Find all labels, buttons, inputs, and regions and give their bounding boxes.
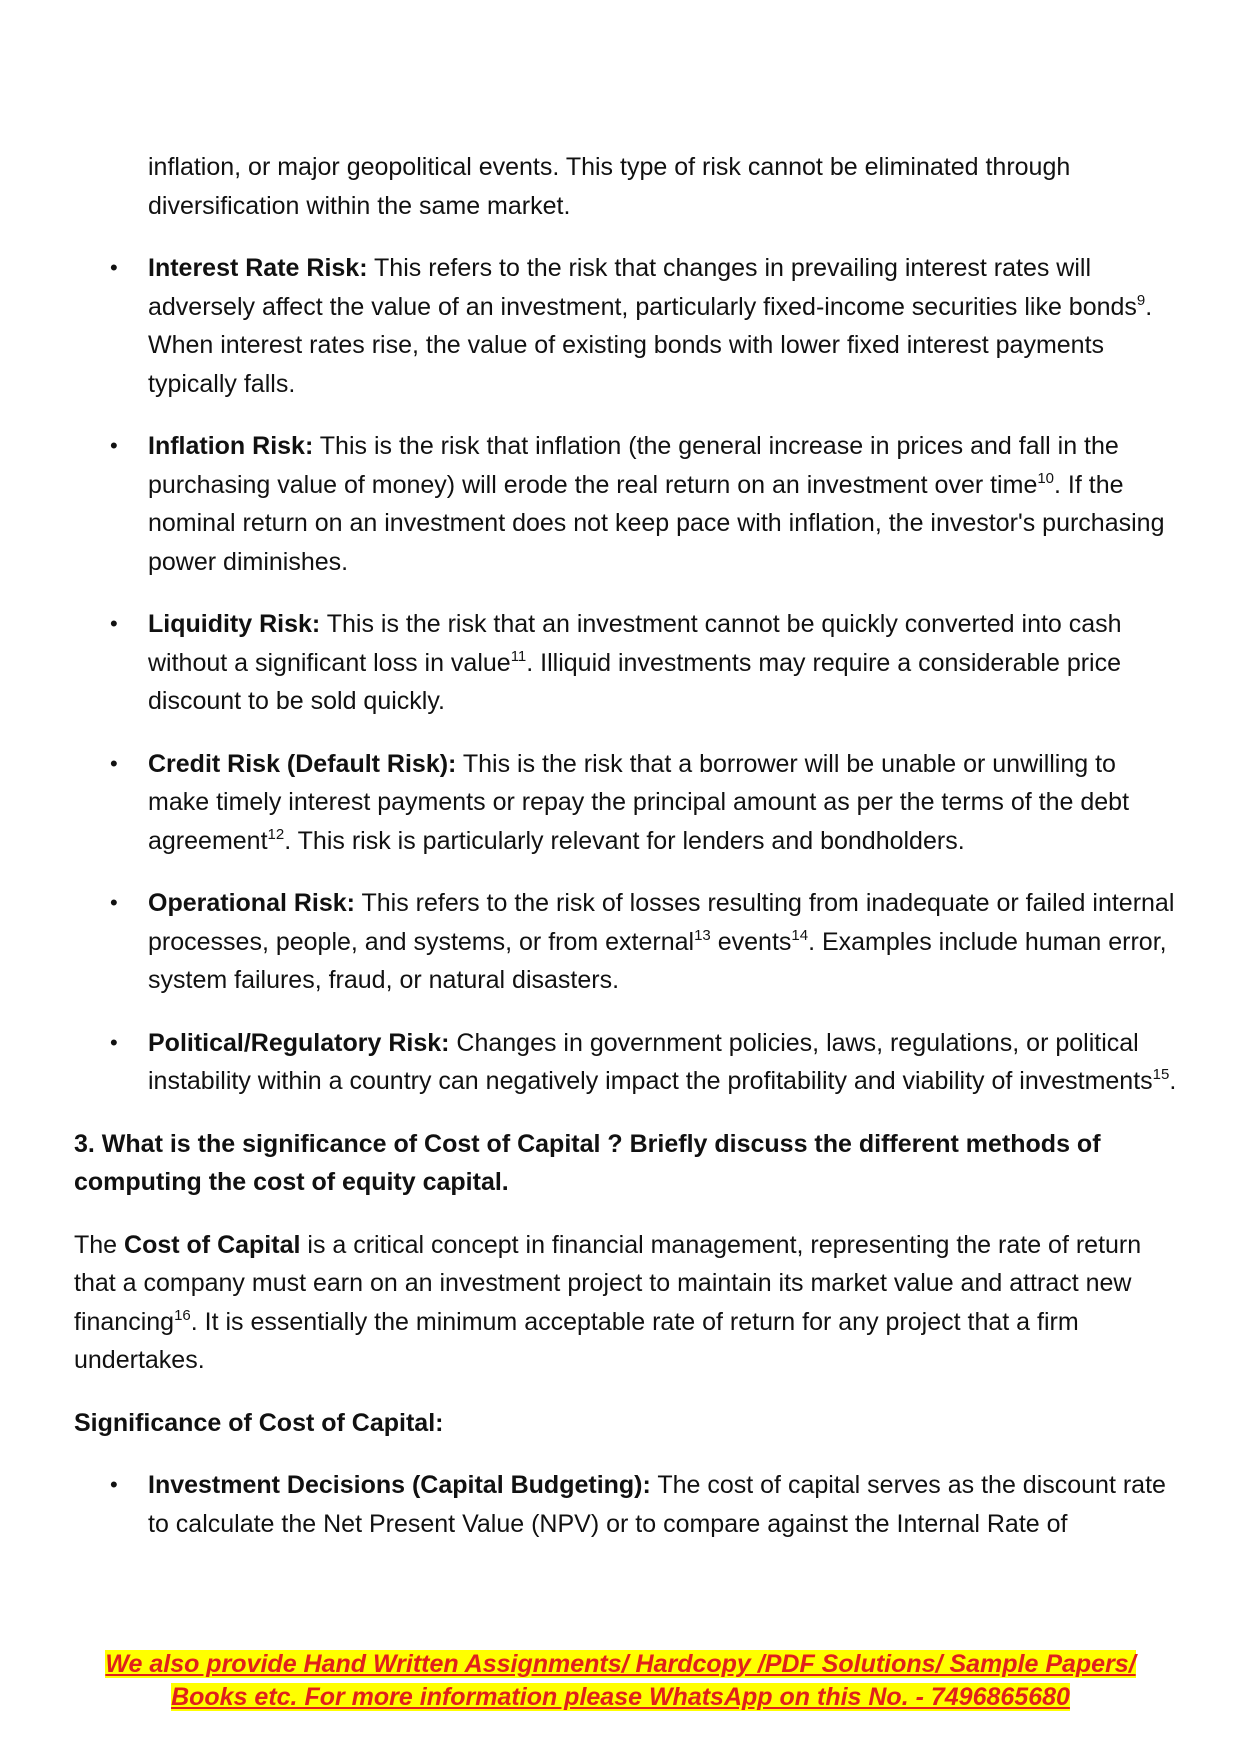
list-item-political-regulatory-risk: [74, 1024, 1184, 1101]
risk-text: . Illiquid investments may require a considerable price discount to be sold quickly.: [148, 648, 1122, 715]
cost-of-capital-paragraph: [74, 1226, 1184, 1380]
risk-text: Changes in government policies, laws, regulations, or political instability within a country can negatively impact the profitability and viability of investments: [148, 1028, 1153, 1095]
continuation-text: inflation, or major geopolitical events. This type of risk cannot be eliminated through diversification within the same market.: [148, 153, 1071, 220]
section-heading: Significance of Cost of Capital:: [74, 1408, 444, 1437]
question-heading: 3. What is the significance of Cost of Capital ? Briefly discuss the different methods of computing the cost of equity capital.: [74, 1129, 1101, 1196]
list-item-liquidity-risk: [74, 605, 1184, 721]
para-text: . It is essentially the minimum acceptable rate of return for any project that a firm undertakes.: [74, 1307, 1079, 1374]
para-text: The: [74, 1230, 125, 1259]
promo-footer: [0, 1648, 1241, 1714]
bullet-icon: •: [110, 433, 118, 458]
promo-line-2: Books etc. For more information please WhatsApp on this No. - 7496865680: [171, 1683, 1070, 1711]
footnote-ref: 10: [1037, 469, 1055, 487]
footnote-ref: 13: [694, 926, 711, 944]
risk-text: .: [1169, 1067, 1177, 1095]
significance-list: [74, 1466, 1184, 1543]
risk-term: Inflation Risk:: [148, 432, 314, 460]
risk-text: . This risk is particularly relevant for lenders and bondholders.: [284, 826, 965, 855]
bullet-icon: •: [110, 1472, 118, 1497]
footnote-ref: 16: [174, 1306, 191, 1324]
bullet-icon: •: [110, 1029, 118, 1055]
risk-term: Liquidity Risk:: [148, 610, 321, 638]
risk-list: [74, 249, 1184, 1101]
risk-term: Credit Risk (Default Risk):: [148, 749, 457, 778]
risk-term: Political/Regulatory Risk:: [148, 1028, 450, 1057]
list-item-interest-rate-risk: [74, 249, 1184, 403]
risk-text: . When interest rates rise, the value of existing bonds with lower fixed interest payments typically falls.: [148, 292, 1153, 398]
footnote-ref: 9: [1136, 291, 1146, 309]
risk-text: events: [710, 927, 792, 956]
para-text: is a critical concept in financial management, representing the rate of return that a company must earn on an investment project to maintain its market value and attract new financing: [74, 1230, 1142, 1336]
risk-text: This is the risk that inflation (the general increase in prices and fall in the purchasing value of money) will erode the real return on an investment over time: [148, 432, 1119, 499]
footnote-ref: 14: [791, 926, 809, 944]
bullet-icon: •: [110, 611, 118, 636]
footnote-ref: 11: [510, 647, 527, 665]
list-item-investment-decisions: [74, 1466, 1184, 1543]
risk-text: This is the risk that an investment cannot be quickly converted into cash without a significant loss in value: [148, 610, 1122, 677]
promo-line-1: We also provide Hand Written Assignments/ Hardcopy /PDF Solutions/ Sample Papers/: [105, 1650, 1136, 1678]
footnote-ref: 15: [1152, 1066, 1170, 1083]
list-item-operational-risk: [74, 884, 1184, 1000]
risk-text: This is the risk that a borrower will be unable or unwilling to make timely interest payments or repay the principal amount as per the terms of the debt agreement: [148, 749, 1130, 855]
list-item-inflation-risk: [74, 427, 1184, 581]
risk-term: Operational Risk:: [148, 889, 355, 917]
risk-text: . If the nominal return on an investment does not keep pace with inflation, the investor's purchasing power diminishes.: [148, 470, 1165, 576]
bullet-icon: •: [110, 890, 118, 915]
risk-term: Interest Rate Risk:: [148, 254, 368, 282]
bullet-icon: •: [110, 750, 118, 776]
item-term: Investment Decisions (Capital Budgeting):: [148, 1471, 651, 1499]
risk-text: . Examples include human error, system failures, fraud, or natural disasters.: [148, 927, 1167, 994]
para-term: Cost of Capital: [124, 1230, 301, 1259]
bullet-icon: •: [110, 255, 118, 280]
risk-text: This refers to the risk that changes in prevailing interest rates will adversely affect the value of an investment, particularly fixed-income securities like bonds: [148, 254, 1137, 321]
list-item-credit-risk: [74, 745, 1184, 861]
item-text: The cost of capital serves as the discount rate to calculate the Net Present Value (NPV) or to compare against the Internal Rate of: [148, 1471, 1166, 1538]
document-body: [74, 148, 1184, 1567]
risk-text: This refers to the risk of losses resulting from inadequate or failed internal processes, people, and systems, or from external: [148, 889, 1175, 956]
footnote-ref: 12: [267, 825, 285, 843]
